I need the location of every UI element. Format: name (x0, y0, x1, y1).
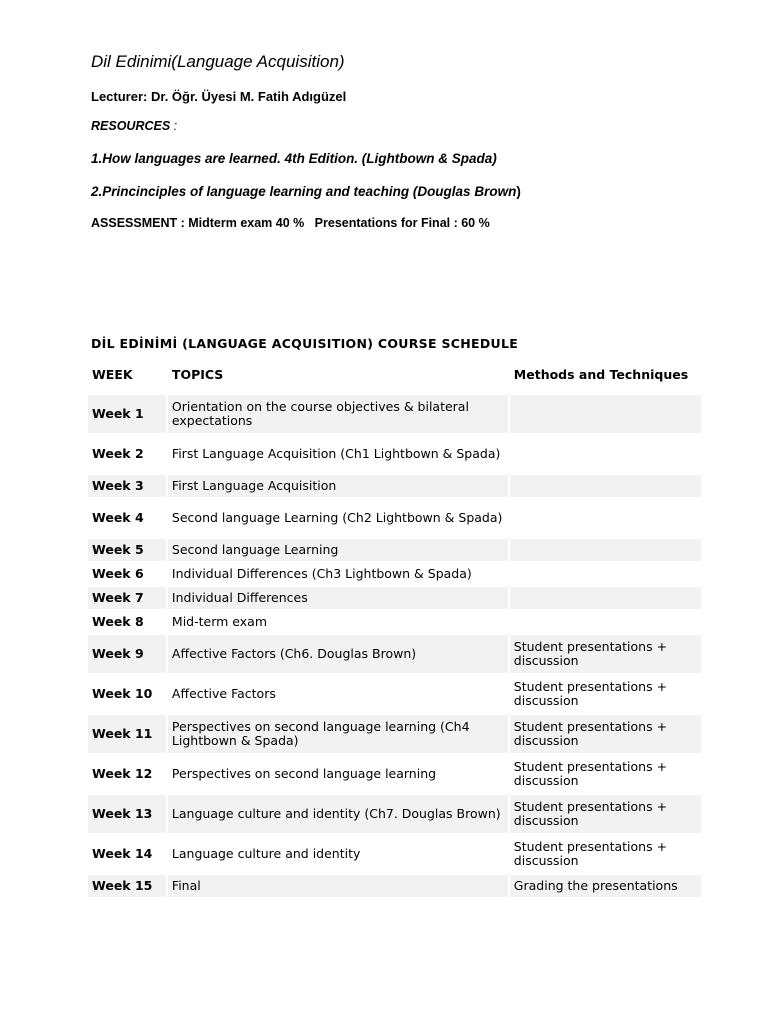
method-cell: Student presentations + discussion (510, 795, 701, 833)
week-cell: Week 4 (92, 509, 144, 525)
week-cell: Week 14 (92, 845, 153, 861)
topic-cell: First Language Acquisition (Ch1 Lightbown & Spada) (171, 445, 501, 461)
topic-cell: Language culture and identity (Ch7. Douglas Brown) (168, 795, 508, 833)
method-cell (510, 539, 701, 561)
table-body (88, 395, 701, 897)
table-row (88, 795, 701, 833)
topic-cell: Perspectives on second language learning (171, 765, 437, 781)
week-cell: Week 3 (88, 475, 166, 497)
topic-cell: Language culture and identity (171, 845, 361, 861)
week-cell: Week 11 (88, 715, 166, 753)
topic-cell: Affective Factors (171, 685, 276, 701)
topic-cell: Final (168, 875, 508, 897)
method-cell (510, 563, 701, 585)
week-cell: Week 6 (92, 565, 144, 581)
week-cell: Week 13 (88, 795, 166, 833)
assessment-line: ASSESSMENT : Midterm exam 40 % Presentations for Final : 60 % (91, 216, 490, 230)
table-header-row (88, 363, 701, 393)
table-row (88, 755, 701, 793)
week-cell: Week 8 (92, 613, 144, 629)
table-row (88, 499, 701, 537)
table-row (88, 635, 701, 673)
method-cell: Grading the presentations (510, 875, 701, 897)
table-row (88, 715, 701, 753)
method-cell (510, 499, 701, 537)
document-title: Dil Edinimi(Language Acquisition) (91, 52, 345, 71)
table-row (88, 875, 701, 897)
table-row (88, 395, 701, 433)
schedule-title: DİL EDİNİMİ (LANGUAGE ACQUISITION) COURSE SCHEDULE (91, 336, 519, 351)
week-cell: Week 1 (88, 395, 166, 433)
week-cell: Week 12 (92, 765, 153, 781)
week-cell: Week 2 (92, 445, 144, 461)
topic-cell: Individual Differences (168, 587, 508, 609)
resource-2 (91, 184, 521, 199)
table-row (88, 675, 701, 713)
topic-cell: Orientation on the course objectives & bilateral expectations (168, 395, 508, 433)
topic-cell: Second language Learning (168, 539, 508, 561)
resources-heading (91, 119, 177, 133)
topic-cell: Mid-term exam (171, 613, 267, 629)
resource-2-text: 2.Princinciples of language learning and teaching (Douglas Brown (91, 184, 517, 199)
resource-2-close: ) (516, 184, 521, 199)
week-cell: Week 15 (88, 875, 166, 897)
method-cell (510, 587, 701, 609)
table-row (88, 435, 701, 473)
method-cell: Student presentations + discussion (510, 635, 701, 673)
column-header-week: WEEK (92, 367, 133, 382)
resource-1: 1.How languages are learned. 4th Edition. (Lightbown & Spada) (91, 151, 497, 166)
table-row (88, 587, 701, 609)
column-header-methods: Methods and Techniques (513, 367, 689, 382)
lecturer-line: Lecturer: Dr. Öğr. Üyesi M. Fatih Adıgüzel (91, 89, 347, 104)
week-cell: Week 10 (92, 685, 153, 701)
topic-cell: Perspectives on second language learning (Ch4 Lightbown & Spada) (168, 715, 508, 753)
table-row (88, 563, 701, 585)
week-cell: Week 7 (88, 587, 166, 609)
table-row (88, 835, 701, 873)
topic-cell: Individual Differences (Ch3 Lightbown & Spada) (171, 565, 472, 581)
method-cell (510, 611, 701, 633)
method-cell (510, 395, 701, 433)
topic-cell: First Language Acquisition (168, 475, 508, 497)
method-cell: Student presentations + discussion (513, 758, 668, 788)
resources-label: RESOURCES (91, 119, 171, 133)
table-row (88, 539, 701, 561)
method-cell: Student presentations + discussion (510, 715, 701, 753)
method-cell (510, 475, 701, 497)
table-row (88, 611, 701, 633)
method-cell: Student presentations + discussion (513, 678, 668, 708)
course-schedule-table (86, 361, 703, 899)
week-cell: Week 9 (88, 635, 166, 673)
method-cell (510, 435, 701, 473)
week-cell: Week 5 (88, 539, 166, 561)
column-header-topics: TOPICS (171, 367, 224, 382)
table-row (88, 475, 701, 497)
topic-cell: Second language Learning (Ch2 Lightbown & Spada) (171, 509, 503, 525)
method-cell: Student presentations + discussion (513, 838, 668, 868)
resources-colon: : (170, 119, 178, 133)
topic-cell: Affective Factors (Ch6. Douglas Brown) (168, 635, 508, 673)
